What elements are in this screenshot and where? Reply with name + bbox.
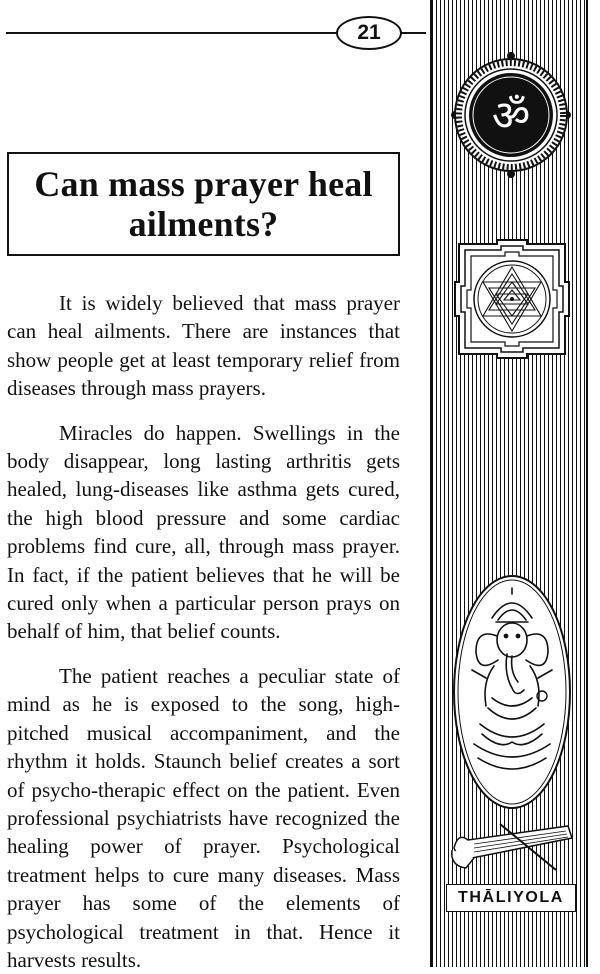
ganesha-icon [452, 574, 572, 810]
page-number: 21 [336, 16, 402, 50]
sri-yantra-icon [453, 238, 571, 360]
paragraph-3: The patient reaches a peculiar state of mind as he is exposed to the song, high-pitched musical accompaniment, and the rhythm it holds. Staunch belief creates a sort of psycho-therapic effect on the patient. Even professional psychiatrists have recognized the healing power of prayer. Psychological treatment helps to cure many diseases. Mass prayer has some of the elements of psychological treatment in that. Hence it harvests results. [7, 663, 400, 972]
page-title: Can mass prayer heal ailments? [34, 164, 373, 244]
veena-icon [444, 818, 580, 878]
svg-text:ॐ: ॐ [491, 91, 531, 140]
paragraph-1: It is widely believed that mass prayer can heal ailments. There are instances that show people get at least temporary relief from diseases through mass prayers. [7, 291, 400, 401]
paragraph-2: Miracles do happen. Swellings in the body disappear, long lasting arthritis gets healed, lung-diseases like asthma gets cured, the high blood pressure and some cardiac problems find cure, all, through mass prayer. In fact, if the patient believes that he will be cured only when a particular person prays on behalf of him, that belief counts. [7, 420, 400, 644]
om-icon [450, 50, 572, 180]
title-box [7, 152, 400, 256]
article-body [7, 289, 400, 974]
brand-label: THĀLIYOLA [446, 884, 576, 912]
